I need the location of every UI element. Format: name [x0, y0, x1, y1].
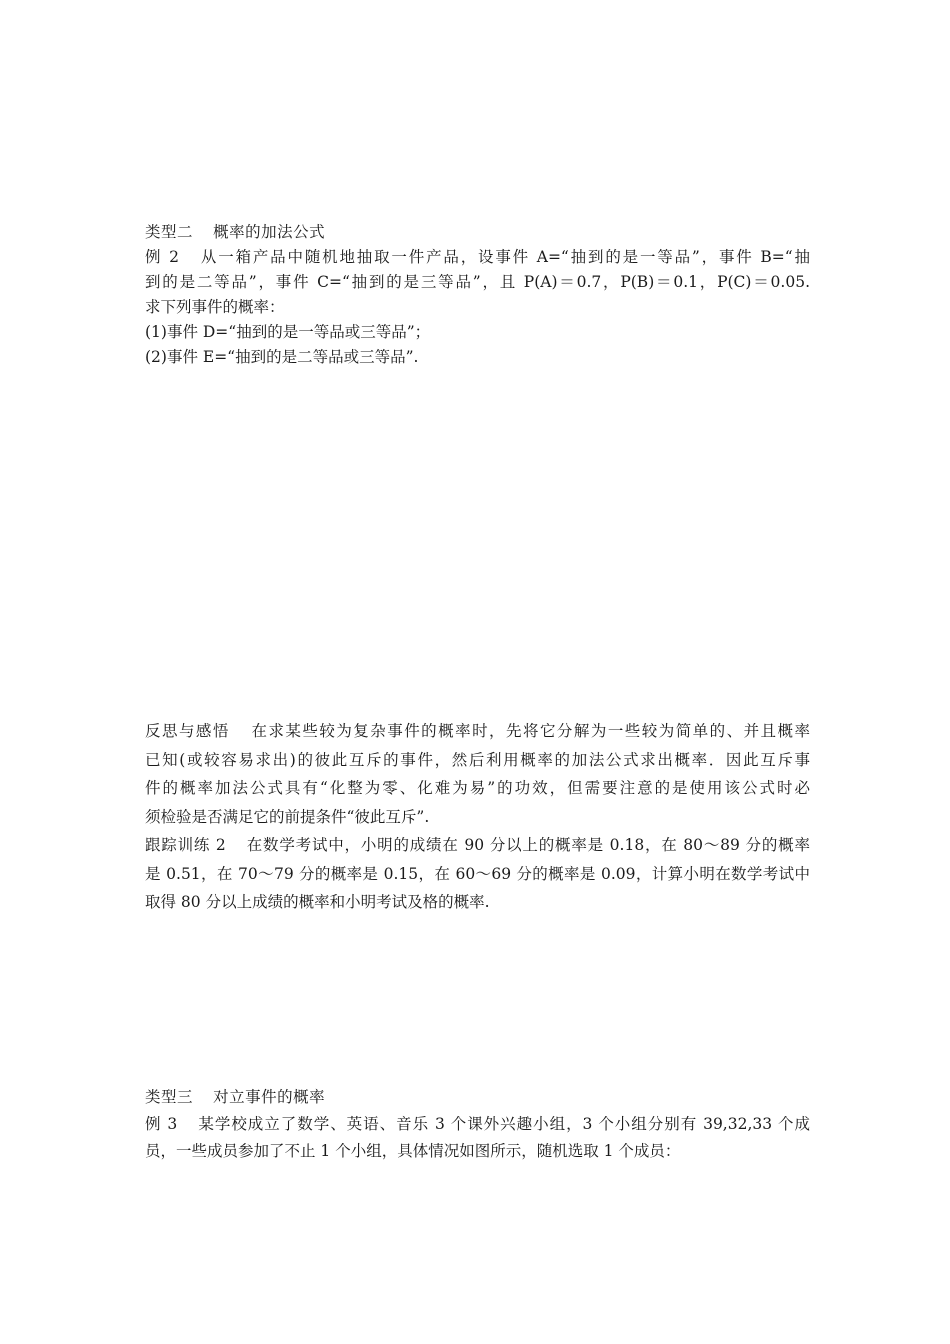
heading-label: 类型二	[145, 223, 194, 241]
heading-title: 对立事件的概率	[213, 1088, 326, 1106]
training-label: 跟踪训练 2	[145, 836, 226, 854]
question-1: (1)事件 D=“抽到的是一等品或三等品”；	[145, 323, 431, 341]
reflection-line-4: 须检验是否满足它的前提条件“彼此互斥”.	[145, 807, 430, 826]
training-line-1	[145, 831, 810, 860]
reflection-line-1	[145, 717, 810, 746]
section-reflection	[145, 717, 810, 917]
example-label: 例 2	[145, 248, 179, 266]
section-heading	[145, 1084, 810, 1111]
example-line-2: 到的是二等品”，事件 C=“抽到的是三等品”，且 P(A)＝0.7，P(B)＝0.1，P(C)＝0.05.	[145, 273, 810, 291]
section-heading	[145, 220, 810, 245]
section-type-two	[145, 220, 810, 370]
training-line-2: 是 0.51，在 70～79 分的概率是 0.15，在 60～69 分的概率是 0.09，计算小明在数学考试中	[145, 864, 810, 883]
example-line-1	[145, 1111, 810, 1138]
example-text: 从一箱产品中随机地抽取一件产品，设事件 A=“抽到的是一等品”，事件 B=“抽	[199, 248, 810, 266]
example-line-2: 员，一些成员参加了不止 1 个小组，具体情况如图所示，随机选取 1 个成员：	[145, 1142, 681, 1160]
section-type-three	[145, 1084, 810, 1165]
example-line-1	[145, 245, 810, 270]
heading-title: 概率的加法公式	[213, 223, 326, 241]
reflection-text: 在求某些较为复杂事件的概率时，先将它分解为一些较为简单的、并且概率	[250, 722, 810, 740]
training-line-3: 取得 80 分以上成绩的概率和小明考试及格的概率.	[145, 893, 490, 911]
reflection-line-2: 已知(或较容易求出)的彼此互斥的事件，然后利用概率的加法公式求出概率．因此互斥事	[145, 750, 810, 769]
heading-label: 类型三	[145, 1088, 194, 1106]
question-2: (2)事件 E=“抽到的是二等品或三等品”.	[145, 348, 419, 366]
training-text: 在数学考试中，小明的成绩在 90 分以上的概率是 0.18，在 80～89 分的概率	[245, 836, 810, 854]
reflection-label: 反思与感悟	[145, 722, 230, 740]
reflection-line-3: 件的概率加法公式具有“化整为零、化难为易”的功效，但需要注意的是使用该公式时必	[145, 779, 810, 797]
example-text: 某学校成立了数学、英语、音乐 3 个课外兴趣小组，3 个小组分别有 39,32,33 个成	[197, 1115, 810, 1133]
example-line-3: 求下列事件的概率：	[145, 298, 285, 316]
example-label: 例 3	[145, 1115, 178, 1133]
